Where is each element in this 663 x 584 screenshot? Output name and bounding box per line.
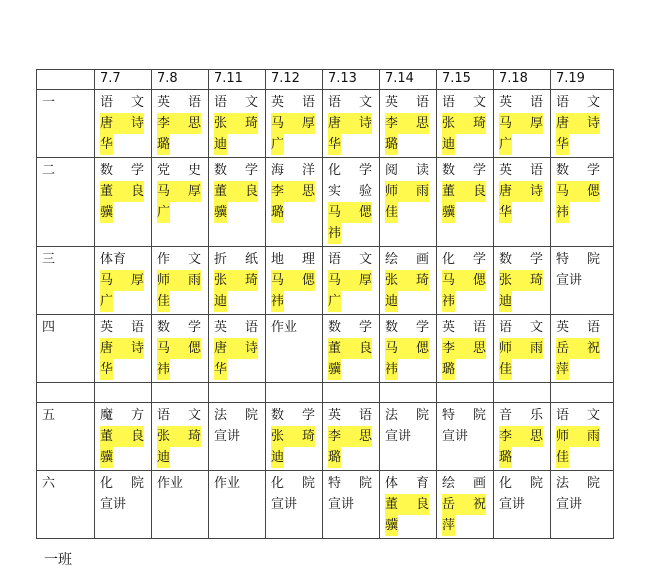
schedule-cell bbox=[323, 247, 380, 315]
subject-label: 地 理 bbox=[271, 252, 315, 267]
subject-label: 特 院 bbox=[442, 408, 486, 423]
subject-label: 英 语 bbox=[442, 320, 486, 335]
subject-label: 语 文 bbox=[214, 95, 258, 110]
schedule-cell bbox=[266, 247, 323, 315]
period-label: 五 bbox=[37, 403, 95, 471]
teacher-name: 广 bbox=[328, 291, 341, 312]
teacher-name: 唐 诗 bbox=[556, 113, 600, 134]
subject-label: 化 学 bbox=[328, 163, 372, 178]
subject-label: 作业 bbox=[157, 476, 184, 491]
teacher-name: 骥 bbox=[328, 359, 341, 380]
schedule-cell bbox=[551, 403, 614, 471]
teacher-name: 马 厚 bbox=[328, 270, 372, 291]
schedule-cell bbox=[266, 158, 323, 247]
subject-label-line2: 宣讲 bbox=[214, 429, 241, 444]
empty-cell bbox=[380, 383, 437, 403]
schedule-cell bbox=[95, 90, 152, 158]
subject-label: 化 院 bbox=[499, 476, 543, 491]
schedule-cell bbox=[437, 158, 494, 247]
schedule-cell bbox=[323, 471, 380, 539]
subject-label: 法 院 bbox=[556, 476, 600, 491]
schedule-cell bbox=[323, 315, 380, 383]
teacher-name: 师 雨 bbox=[556, 426, 600, 447]
period-label: 二 bbox=[37, 158, 95, 247]
period-label: 四 bbox=[37, 315, 95, 383]
teacher-name: 广 bbox=[100, 291, 113, 312]
date-header: 7.15 bbox=[437, 70, 494, 90]
teacher-name: 迪 bbox=[214, 134, 227, 155]
empty-cell bbox=[551, 383, 614, 403]
subject-label: 体 育 bbox=[385, 476, 429, 491]
teacher-name: 李 思 bbox=[157, 113, 201, 134]
schedule-cell bbox=[95, 247, 152, 315]
subject-label-line2: 宣讲 bbox=[556, 497, 583, 512]
subject-label: 语 文 bbox=[328, 252, 372, 267]
period-label: 三 bbox=[37, 247, 95, 315]
teacher-name: 马 偲 bbox=[328, 202, 372, 223]
subject-label: 英 语 bbox=[556, 320, 600, 335]
schedule-cell bbox=[209, 315, 266, 383]
schedule-cell bbox=[494, 315, 551, 383]
teacher-name: 璐 bbox=[385, 134, 398, 155]
empty-cell bbox=[437, 383, 494, 403]
subject-label: 英 语 bbox=[328, 408, 372, 423]
teacher-name: 唐 诗 bbox=[328, 113, 372, 134]
subject-label: 作业 bbox=[214, 476, 241, 491]
period-row bbox=[37, 90, 614, 158]
schedule-cell bbox=[209, 471, 266, 539]
subject-label: 语 文 bbox=[556, 408, 600, 423]
schedule-cell bbox=[152, 403, 209, 471]
subject-label: 化 院 bbox=[100, 476, 144, 491]
teacher-name: 马 偲 bbox=[271, 270, 315, 291]
subject-label: 英 语 bbox=[271, 95, 315, 110]
teacher-name: 佳 bbox=[556, 447, 569, 468]
schedule-cell bbox=[551, 90, 614, 158]
subject-label: 阅 读 bbox=[385, 163, 429, 178]
subject-label: 语 文 bbox=[556, 95, 600, 110]
schedule-cell bbox=[209, 247, 266, 315]
subject-label: 体育 bbox=[100, 252, 127, 267]
teacher-name: 佳 bbox=[499, 359, 512, 380]
subject-label: 英 语 bbox=[157, 95, 201, 110]
schedule-cell bbox=[437, 471, 494, 539]
teacher-name: 祎 bbox=[328, 223, 341, 244]
subject-label: 数 学 bbox=[385, 320, 429, 335]
period-row bbox=[37, 247, 614, 315]
teacher-name: 董 良 bbox=[442, 181, 486, 202]
subject-label-line2: 宣讲 bbox=[499, 497, 526, 512]
schedule-cell bbox=[437, 90, 494, 158]
schedule-cell bbox=[266, 90, 323, 158]
subject-label: 英 语 bbox=[385, 95, 429, 110]
subject-label: 数 学 bbox=[499, 252, 543, 267]
teacher-name: 马 厚 bbox=[100, 270, 144, 291]
schedule-cell bbox=[95, 403, 152, 471]
teacher-name: 迪 bbox=[271, 447, 284, 468]
teacher-name: 迪 bbox=[499, 291, 512, 312]
teacher-name: 祎 bbox=[385, 359, 398, 380]
teacher-name: 华 bbox=[100, 134, 113, 155]
schedule-cell bbox=[380, 158, 437, 247]
teacher-name: 岳 祝 bbox=[556, 338, 600, 359]
schedule-cell bbox=[266, 403, 323, 471]
teacher-name: 董 良 bbox=[385, 494, 429, 515]
schedule-cell bbox=[266, 471, 323, 539]
schedule-cell bbox=[152, 247, 209, 315]
subject-label-line2: 宣讲 bbox=[271, 497, 298, 512]
subject-label: 语 文 bbox=[499, 320, 543, 335]
date-header: 7.13 bbox=[323, 70, 380, 90]
teacher-name: 张 琦 bbox=[499, 270, 543, 291]
schedule-cell bbox=[209, 90, 266, 158]
teacher-name: 祎 bbox=[442, 291, 455, 312]
teacher-name: 迪 bbox=[442, 134, 455, 155]
teacher-name: 骥 bbox=[214, 202, 227, 223]
schedule-cell bbox=[551, 247, 614, 315]
teacher-name: 迪 bbox=[385, 291, 398, 312]
subject-label: 魔 方 bbox=[100, 408, 144, 423]
teacher-name: 萍 bbox=[556, 359, 569, 380]
date-header: 7.7 bbox=[95, 70, 152, 90]
schedule-cell bbox=[323, 90, 380, 158]
teacher-name: 祎 bbox=[556, 202, 569, 223]
schedule-cell bbox=[95, 315, 152, 383]
blank-row bbox=[37, 383, 614, 403]
teacher-name: 广 bbox=[271, 134, 284, 155]
teacher-name: 李 思 bbox=[271, 181, 315, 202]
teacher-name: 华 bbox=[499, 202, 512, 223]
subject-label: 作业 bbox=[271, 320, 298, 335]
empty-cell bbox=[37, 383, 95, 403]
teacher-name: 璐 bbox=[328, 447, 341, 468]
subject-label: 数 学 bbox=[442, 163, 486, 178]
teacher-name: 马 偲 bbox=[157, 338, 201, 359]
teacher-name: 璐 bbox=[271, 202, 284, 223]
schedule-cell bbox=[494, 471, 551, 539]
teacher-name: 董 良 bbox=[100, 426, 144, 447]
teacher-name: 骥 bbox=[100, 202, 113, 223]
teacher-name: 李 思 bbox=[385, 113, 429, 134]
subject-label: 特 院 bbox=[556, 252, 600, 267]
date-header: 7.11 bbox=[209, 70, 266, 90]
teacher-name: 迪 bbox=[214, 291, 227, 312]
schedule-cell bbox=[152, 158, 209, 247]
teacher-name: 师 雨 bbox=[499, 338, 543, 359]
schedule-cell bbox=[380, 90, 437, 158]
teacher-name: 璐 bbox=[157, 134, 170, 155]
subject-label: 语 文 bbox=[442, 95, 486, 110]
schedule-table bbox=[36, 69, 614, 539]
empty-cell bbox=[95, 383, 152, 403]
subject-label: 绘 画 bbox=[442, 476, 486, 491]
teacher-name: 张 琦 bbox=[157, 426, 201, 447]
subject-label: 法 院 bbox=[385, 408, 429, 423]
schedule-cell bbox=[494, 403, 551, 471]
subject-label: 英 语 bbox=[499, 95, 543, 110]
subject-label: 化 学 bbox=[442, 252, 486, 267]
subject-label: 英 语 bbox=[499, 163, 543, 178]
subject-label: 英 语 bbox=[100, 320, 144, 335]
subject-label: 数 学 bbox=[214, 163, 258, 178]
teacher-name: 广 bbox=[499, 134, 512, 155]
schedule-cell bbox=[494, 247, 551, 315]
date-header: 7.12 bbox=[266, 70, 323, 90]
schedule-cell bbox=[494, 158, 551, 247]
teacher-name: 萍 bbox=[442, 515, 455, 536]
date-header: 7.18 bbox=[494, 70, 551, 90]
schedule-cell bbox=[209, 403, 266, 471]
teacher-name: 张 琦 bbox=[214, 113, 258, 134]
schedule-cell bbox=[437, 247, 494, 315]
schedule-cell bbox=[380, 315, 437, 383]
period-row bbox=[37, 158, 614, 247]
schedule-cell bbox=[152, 315, 209, 383]
date-header: 7.19 bbox=[551, 70, 614, 90]
empty-cell bbox=[266, 383, 323, 403]
class-caption: 一班 bbox=[44, 552, 72, 568]
schedule-cell bbox=[152, 471, 209, 539]
subject-label: 数 学 bbox=[157, 320, 201, 335]
teacher-name: 唐 诗 bbox=[214, 338, 258, 359]
teacher-name: 祎 bbox=[157, 359, 170, 380]
header-row bbox=[37, 70, 614, 90]
schedule-cell bbox=[323, 158, 380, 247]
subject-label: 数 学 bbox=[556, 163, 600, 178]
subject-label: 化 院 bbox=[271, 476, 315, 491]
subject-label-line2: 宣讲 bbox=[556, 273, 583, 288]
schedule-cell bbox=[437, 315, 494, 383]
schedule-cell bbox=[380, 471, 437, 539]
teacher-name: 马 厚 bbox=[499, 113, 543, 134]
subject-label-line2: 宣讲 bbox=[442, 429, 469, 444]
period-row bbox=[37, 471, 614, 539]
schedule-cell bbox=[95, 471, 152, 539]
teacher-name: 马 偲 bbox=[442, 270, 486, 291]
teacher-name: 马 偲 bbox=[556, 181, 600, 202]
teacher-name: 张 琦 bbox=[385, 270, 429, 291]
subject-label: 英 语 bbox=[214, 320, 258, 335]
date-header: 7.14 bbox=[380, 70, 437, 90]
subject-label: 海 洋 bbox=[271, 163, 315, 178]
date-header: 7.8 bbox=[152, 70, 209, 90]
schedule-cell bbox=[209, 158, 266, 247]
teacher-name: 华 bbox=[556, 134, 569, 155]
subject-label: 党 史 bbox=[157, 163, 201, 178]
teacher-name: 华 bbox=[100, 359, 113, 380]
period-row bbox=[37, 315, 614, 383]
teacher-name: 马 偲 bbox=[385, 338, 429, 359]
teacher-name: 李 思 bbox=[328, 426, 372, 447]
empty-cell bbox=[494, 383, 551, 403]
empty-cell bbox=[323, 383, 380, 403]
teacher-name: 广 bbox=[157, 202, 170, 223]
teacher-name: 华 bbox=[214, 359, 227, 380]
teacher-name: 师 雨 bbox=[157, 270, 201, 291]
teacher-name: 李 思 bbox=[499, 426, 543, 447]
subject-label-line2: 实 验 bbox=[328, 184, 372, 199]
subject-label: 折 纸 bbox=[214, 252, 258, 267]
period-label: 六 bbox=[37, 471, 95, 539]
empty-cell bbox=[152, 383, 209, 403]
subject-label: 作 文 bbox=[157, 252, 201, 267]
schedule-cell bbox=[380, 403, 437, 471]
schedule-cell bbox=[266, 315, 323, 383]
teacher-name: 张 琦 bbox=[214, 270, 258, 291]
period-row bbox=[37, 403, 614, 471]
subject-label: 数 学 bbox=[271, 408, 315, 423]
schedule-cell bbox=[551, 315, 614, 383]
empty-cell bbox=[209, 383, 266, 403]
subject-label-line2: 宣讲 bbox=[385, 429, 412, 444]
subject-label: 语 文 bbox=[328, 95, 372, 110]
teacher-name: 唐 诗 bbox=[100, 338, 144, 359]
subject-label: 数 学 bbox=[328, 320, 372, 335]
teacher-name: 迪 bbox=[157, 447, 170, 468]
schedule-cell bbox=[551, 471, 614, 539]
subject-label: 特 院 bbox=[328, 476, 372, 491]
teacher-name: 马 厚 bbox=[157, 181, 201, 202]
teacher-name: 张 琦 bbox=[442, 113, 486, 134]
teacher-name: 祎 bbox=[271, 291, 284, 312]
teacher-name: 张 琦 bbox=[271, 426, 315, 447]
teacher-name: 马 厚 bbox=[271, 113, 315, 134]
schedule-cell bbox=[380, 247, 437, 315]
subject-label-line2: 宣讲 bbox=[328, 497, 355, 512]
teacher-name: 璐 bbox=[442, 359, 455, 380]
teacher-name: 唐 诗 bbox=[499, 181, 543, 202]
schedule-cell bbox=[152, 90, 209, 158]
teacher-name: 董 良 bbox=[100, 181, 144, 202]
schedule-cell bbox=[323, 403, 380, 471]
subject-label: 音 乐 bbox=[499, 408, 543, 423]
teacher-name: 骥 bbox=[442, 202, 455, 223]
subject-label: 语 文 bbox=[157, 408, 201, 423]
schedule-cell bbox=[95, 158, 152, 247]
teacher-name: 骥 bbox=[385, 515, 398, 536]
corner-cell bbox=[37, 70, 95, 90]
teacher-name: 岳 祝 bbox=[442, 494, 486, 515]
teacher-name: 师 雨 bbox=[385, 181, 429, 202]
subject-label-line2: 宣讲 bbox=[100, 497, 127, 512]
subject-label: 绘 画 bbox=[385, 252, 429, 267]
teacher-name: 李 思 bbox=[442, 338, 486, 359]
teacher-name: 佳 bbox=[385, 202, 398, 223]
teacher-name: 董 良 bbox=[328, 338, 372, 359]
period-label: 一 bbox=[37, 90, 95, 158]
teacher-name: 唐 诗 bbox=[100, 113, 144, 134]
teacher-name: 佳 bbox=[157, 291, 170, 312]
teacher-name: 骥 bbox=[100, 447, 113, 468]
teacher-name: 董 良 bbox=[214, 181, 258, 202]
subject-label: 语 文 bbox=[100, 95, 144, 110]
schedule-cell bbox=[437, 403, 494, 471]
subject-label: 法 院 bbox=[214, 408, 258, 423]
schedule-cell bbox=[551, 158, 614, 247]
subject-label: 数 学 bbox=[100, 163, 144, 178]
schedule-cell bbox=[494, 90, 551, 158]
teacher-name: 华 bbox=[328, 134, 341, 155]
teacher-name: 璐 bbox=[499, 447, 512, 468]
